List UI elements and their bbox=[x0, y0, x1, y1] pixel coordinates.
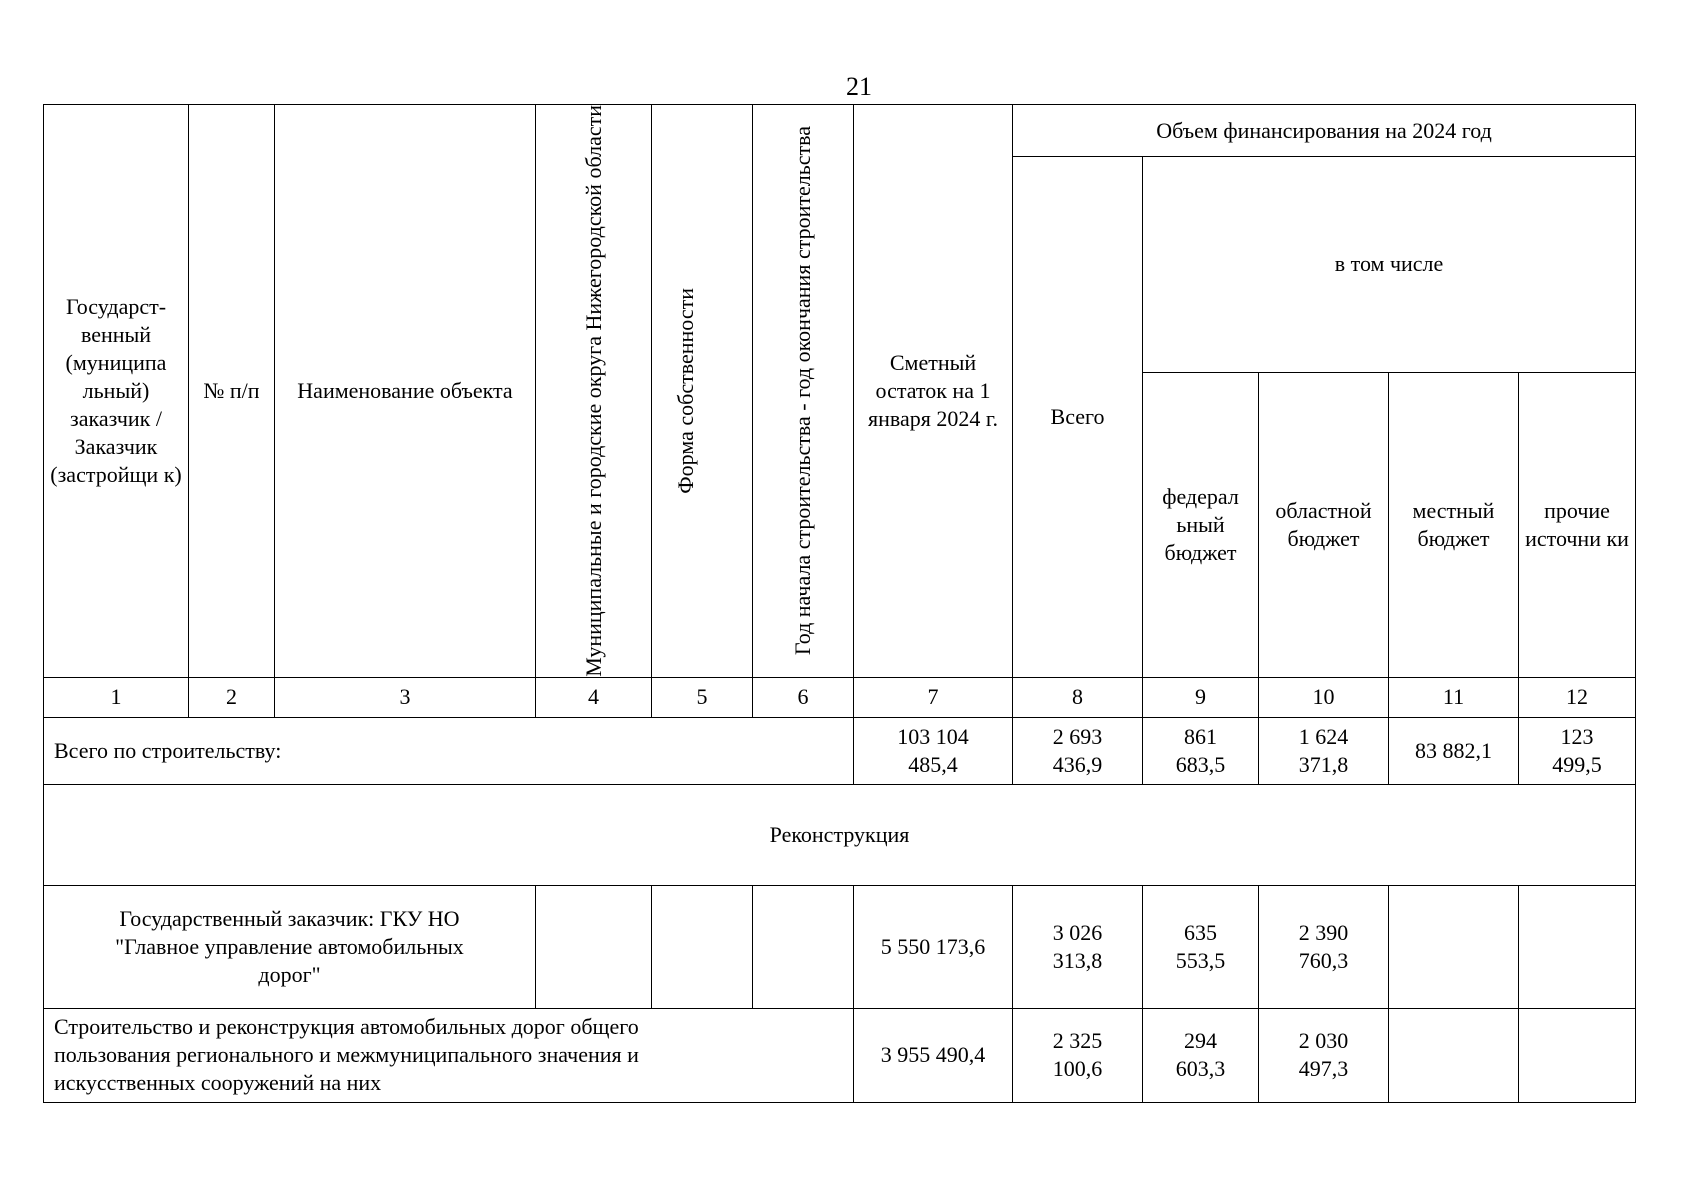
customer-municipality bbox=[536, 885, 652, 1008]
program-estimate: 3 955 490,4 bbox=[854, 1008, 1013, 1102]
column-number: 11 bbox=[1389, 677, 1519, 717]
customer-row bbox=[44, 885, 1636, 1008]
column-number: 6 bbox=[753, 677, 854, 717]
header-federal-budget: федерал ьный бюджет bbox=[1143, 372, 1259, 677]
column-number: 5 bbox=[652, 677, 753, 717]
column-number: 12 bbox=[1519, 677, 1636, 717]
header-municipalities-text: Муниципальные и городские округа Нижегородской области bbox=[580, 105, 606, 677]
section-row bbox=[44, 784, 1636, 885]
header-municipalities bbox=[536, 105, 652, 678]
column-number: 8 bbox=[1013, 677, 1143, 717]
column-number: 3 bbox=[275, 677, 536, 717]
column-number: 10 bbox=[1259, 677, 1389, 717]
column-numbers-row bbox=[44, 677, 1636, 717]
total-federal: 861 683,5 bbox=[1143, 717, 1259, 784]
header-financing-group: Объем финансирования на 2024 год bbox=[1013, 105, 1636, 157]
header-regional-budget: областной бюджет bbox=[1259, 372, 1389, 677]
program-local bbox=[1389, 1008, 1519, 1102]
header-object-name: Наименование объекта bbox=[275, 105, 536, 678]
header-total: Всего bbox=[1013, 157, 1143, 678]
customer-total: 3 026 313,8 bbox=[1013, 885, 1143, 1008]
total-regional: 1 624 371,8 bbox=[1259, 717, 1389, 784]
program-federal: 294 603,3 bbox=[1143, 1008, 1259, 1102]
total-estimate: 103 104 485,4 bbox=[854, 717, 1013, 784]
financing-table bbox=[43, 104, 1636, 1103]
header-customer: Государст-венный (муниципа льный) заказчик / Заказчик (застройщи к) bbox=[44, 105, 189, 678]
total-local: 83 882,1 bbox=[1389, 717, 1519, 784]
section-title: Реконструкция bbox=[44, 784, 1636, 885]
header-ownership bbox=[652, 105, 753, 678]
header-years-text: Год начала строительства - год окончания строительства bbox=[790, 126, 815, 656]
customer-ownership bbox=[652, 885, 753, 1008]
header-estimate-balance: Сметный остаток на 1 января 2024 г. bbox=[854, 105, 1013, 678]
column-number: 2 bbox=[189, 677, 275, 717]
program-regional: 2 030 497,3 bbox=[1259, 1008, 1389, 1102]
header-local-budget: местный бюджет bbox=[1389, 372, 1519, 677]
customer-federal: 635 553,5 bbox=[1143, 885, 1259, 1008]
column-number: 4 bbox=[536, 677, 652, 717]
program-total: 2 325 100,6 bbox=[1013, 1008, 1143, 1102]
total-all: 2 693 436,9 bbox=[1013, 717, 1143, 784]
customer-years bbox=[753, 885, 854, 1008]
customer-other bbox=[1519, 885, 1636, 1008]
page-number: 21 bbox=[846, 72, 872, 101]
header-years bbox=[753, 105, 854, 678]
program-row bbox=[44, 1008, 1636, 1102]
column-number: 1 bbox=[44, 677, 189, 717]
column-number: 7 bbox=[854, 677, 1013, 717]
total-other: 123 499,5 bbox=[1519, 717, 1636, 784]
customer-estimate: 5 550 173,6 bbox=[854, 885, 1013, 1008]
column-number: 9 bbox=[1143, 677, 1259, 717]
total-label: Всего по строительству: bbox=[44, 717, 854, 784]
total-row bbox=[44, 717, 1636, 784]
program-other bbox=[1519, 1008, 1636, 1102]
customer-local bbox=[1389, 885, 1519, 1008]
header-other-sources: прочие источни ки bbox=[1519, 372, 1636, 677]
customer-label: Государственный заказчик: ГКУ НО "Главное управление автомобильных дорог" bbox=[44, 885, 536, 1008]
header-ownership-text: Форма собственности bbox=[673, 287, 698, 494]
header-including-group: в том числе bbox=[1143, 157, 1636, 373]
header-number: № п/п bbox=[189, 105, 275, 678]
program-label: Строительство и реконструкция автомобильных дорог общего пользования регионального и межмуниципального значения и искусственных сооружений на них bbox=[44, 1008, 854, 1102]
customer-regional: 2 390 760,3 bbox=[1259, 885, 1389, 1008]
